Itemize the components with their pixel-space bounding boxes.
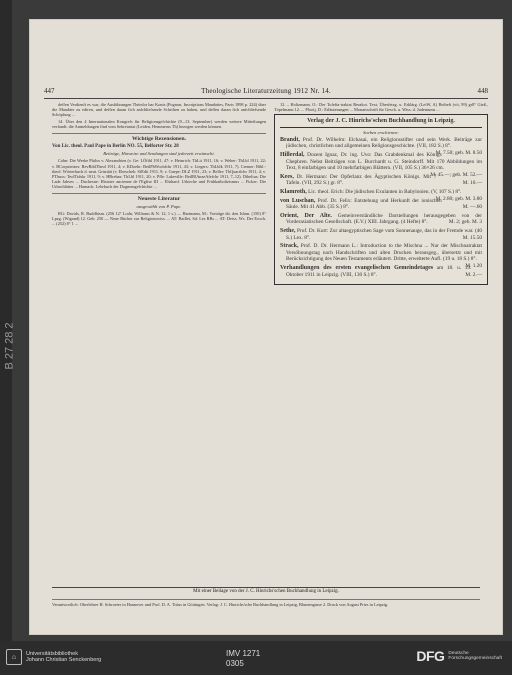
section-divider — [52, 193, 266, 194]
page-number-left: 447 — [44, 87, 55, 95]
entry-price: M. 45.—; geb. M. 52.— — [430, 171, 482, 178]
entry-text: Dozent Ignaz, Dr. ing. Uvo: Das Grabdenkmal des Königs Chephren. Nebst Beiträgen von L. Burchardt u. G. Steindorff. Mit 170 Abbildungen im Text, 8 einfarbigen und 10 mehrfarbigen Blättern. (VII, 105 S.) 36×26 cm. — [286, 152, 482, 172]
entry-price: M. 10.— — [462, 180, 482, 187]
digitization-footer — [0, 641, 512, 675]
library-credit — [6, 649, 101, 665]
entry-author: Sethe, — [280, 227, 296, 234]
paragraph: RG: Davids, R. Buddhism. (256 12° Lodn, Williams & N. 12, 1 s.) — Hartmann, M.: Vorträge üb. den Islam. (150) 8° Lpzg. (Wigand) 12. Geb. 250 — Neue Bücher zur Religionswiss. ... AT: Baillet, Sd. Les RBs ... AT: Deiss. Ws. Der Eosch. ... (252) 8° 1 ... — [52, 211, 266, 227]
entry-author: Strack, — [280, 243, 299, 250]
journal-title: Theologische Literaturzeitung 1912 Nr. 14. — [201, 87, 331, 95]
advertisement-entry — [280, 213, 482, 226]
header-rule — [44, 98, 488, 99]
paragraph: deffen Verdienft es war, die Ausführungen Théodor bar Konis (Pognon, Inscriptions Mandaites, Paris 1898 p. 224) über die Mandäer zu ediren, und deffen daran fich anfchliefsende Schriften zu haben, und deffen daran fich anfchliefsende Schöpfung ... — [52, 102, 266, 118]
entry-price: M. 2.— — [465, 271, 482, 278]
advertisement-subtitle: Soeben erschienen: — [363, 129, 399, 135]
right-column — [274, 102, 488, 287]
advertisement-title: Verlag der J. C. Hinrichs'schen Buchhandlung in Leipzig. — [280, 119, 482, 127]
pencil-annotation — [4, 220, 26, 620]
shelfmark-block — [226, 649, 260, 669]
page-number-right: 448 — [477, 87, 488, 95]
imprint: Verantwortlich: Oberlehrer H. Schroeter in Hannover und Prof. D. A. Titius in Göttingen. Verlag: J. C. Hinrichs'sche Buchhandlung in Leipzig, Blumengasse 2. Druck von August Pries in Leipzig. — [52, 599, 480, 607]
section-heading: Wichtige Rezensionen. — [132, 135, 186, 142]
funder-name-line: Forschungsgemeinschaft — [448, 656, 502, 661]
section-divider — [52, 133, 266, 134]
entry-price: M. 1.20 — [465, 262, 482, 269]
section-intro: Von Lic. theol. Paul Pape in Berlin NO. 55, Belforter Str. 28 — [52, 143, 179, 149]
scan-page-number: 0305 — [226, 659, 244, 668]
section-note: Beiträge, Hinweise und Sendungen sind jederzeit erwünscht. — [103, 151, 215, 157]
library-logo-icon: ⌂ — [6, 649, 22, 665]
entry-text: Lic. theol. Erich: Die jüdischen Exulanten in Babylonien. (V, 107 S.) 8°. — [308, 188, 462, 195]
entry-text: Prof. Dr. Wilhelm: Elchasai, ein Religionsstifter und sein Werk. Beiträge zur jüdischen, christlichen und allgemeinen Religionsgeschichte. (VII, 182 S.) 8°. — [286, 136, 483, 150]
entry-text: Gemeinverständliche Darstellungen herausgegeben von der Vorderasiatischen Gesellschaft. (E.V.) XIII. Jahrgang. (4 Hefte) 8°. — [286, 212, 482, 226]
entry-price: M. 2.80; geb. M. 3.80 — [435, 195, 482, 202]
entry-text: Prof. Dr. Felix: Entstehung und Herkunft der ionischen Säule. Mit 41 Abb. (35 S.) 8°. — [286, 197, 442, 211]
entry-author: Klamroth, — [280, 188, 307, 195]
entry-author: Hillerdal, — [280, 152, 305, 158]
entry-price: M. 2; geb. M. 3 — [448, 219, 482, 226]
paragraph: 14. Über den 4 Internationalen Kongrefs für Religionsgefchichte (9.–13. September) werden weitere Mitteilungen verfandt; die Anmeldungen find vom Sekretariat (Leiden, Hemmerus Th) bezogen werden können. — [52, 119, 266, 130]
dfg-logo: DFG — [416, 648, 445, 664]
running-head — [44, 86, 488, 96]
entry-text: Prof. D. Dr. Hermann L.: Introduction to the Mischna ... Nur der Mischnatraktat Versöhnungstag nach Handschriften und alten Drucken herausgeg., übersetzt und mit Berücksichtigung des Neuen Testaments erläutert. Dritte, erweiterte Aufl. (19 u. 18 S.) 8°. — [286, 243, 483, 263]
entry-text: am 18. u. 19. Oktober 1911 in Leipzig. (VIII, 130 S.) 8°. — [286, 264, 472, 278]
entry-author: von Luschan, — [280, 197, 316, 204]
advertisement-entry — [280, 262, 482, 278]
funder-credit — [416, 648, 502, 664]
document-page — [30, 20, 502, 634]
entry-author: Brandt, — [280, 136, 300, 143]
entry-price: M. 15.50 — [462, 234, 482, 241]
entry-author: Verhandlungen des ersten evangelischen Gemeindetages — [280, 264, 434, 271]
entry-author: Kees, — [280, 173, 294, 180]
entry-price: M. —.60 — [462, 204, 482, 211]
left-column — [52, 102, 266, 228]
library-name-line: Universitätsbibliothek — [26, 650, 78, 657]
entry-text: Prof. Dr. Kurt: Zur altaegyptischen Sage vom Sonnenauge, das in der Fremde war. (40 S.) Lex. 8°. — [286, 227, 483, 241]
shelfmark: IMV 1271 — [226, 649, 261, 658]
paragraph: 12. – Holtzmann, O.: Der Tofefta-traktat Berakot. Text, Überfetzg. u. Erklärg. (LeiW, A) Beiheft (vii, 99) gr8° Gieß., Töpelmann 12. ... Plooij, D.: Erläuterungen ... Monatsschrift für Gesch. u. Wiss. d. Judentums ... — [274, 102, 488, 113]
footer-rule — [52, 587, 480, 588]
funder-name-line: Deutsche — [448, 650, 469, 656]
pencil-annotation-text: B 27 28 2 — [3, 322, 16, 370]
paragraph: Cohn: Die Werke Philos v. Alexandrien (v. Ge: LÖfthl 1911, 47: v. Heinrich: ThLit 1911, 16; v. Weber: ThLbl 1911, 22; v. BCorpsietzes: RevBiblTheol 1911, 4; v. KDoehr: BeilPhWochfchr 1911, 43; v. Liegers: ThLblk 1911, 7). Cremer: Bibl.-theol. Wörterbuch d. neut. Gräzität (v. Ebeschek: SfEdit 1911, 9; v. Gaepe: DLZ 1911, 23; v. Beller: ThQuartfchr 1911, 4; v. PThuss: TeolTidskr 1911, 9; v. HBrehas: ThLbl 1911, 20; v. Pfle: Lakeville: BeilBlAnzeAfefchr 1911, 7–12). Dibelius: Die Lade Jahves ... Duchesne: Histoire ancienne de l'Eglise III ... Ehrhard: Urkirche und Frühkatholizismus ... Ficker: Die Urbachlätter ... Harnack: Lehrbuch der Dogmengefchichte ... — [52, 158, 266, 190]
section-heading: Neueste Literatur — [137, 195, 181, 202]
advertisement-entry — [280, 228, 482, 241]
publisher-advertisement — [274, 114, 488, 285]
supplement-note: Mit einer Beilage von der J. C. Hinrichs'schen Buchhandlung in Leipzig. — [193, 589, 339, 594]
section-note: ausgewählt von P. Pape. — [136, 203, 182, 209]
entry-price: M. 7.50; geb. M. 8.50 — [435, 150, 482, 156]
entry-text: Dr. Hermann: Der Opferlanz des Ägyptischen Königs. Mit 7 Tafeln. (VII, 292 S.) gr. 8°. — [286, 173, 437, 187]
advertisement-list — [280, 137, 482, 278]
library-name-line: Johann Christian Senckenberg — [26, 657, 102, 663]
entry-author: Orient, Der Alte. — [280, 212, 332, 219]
